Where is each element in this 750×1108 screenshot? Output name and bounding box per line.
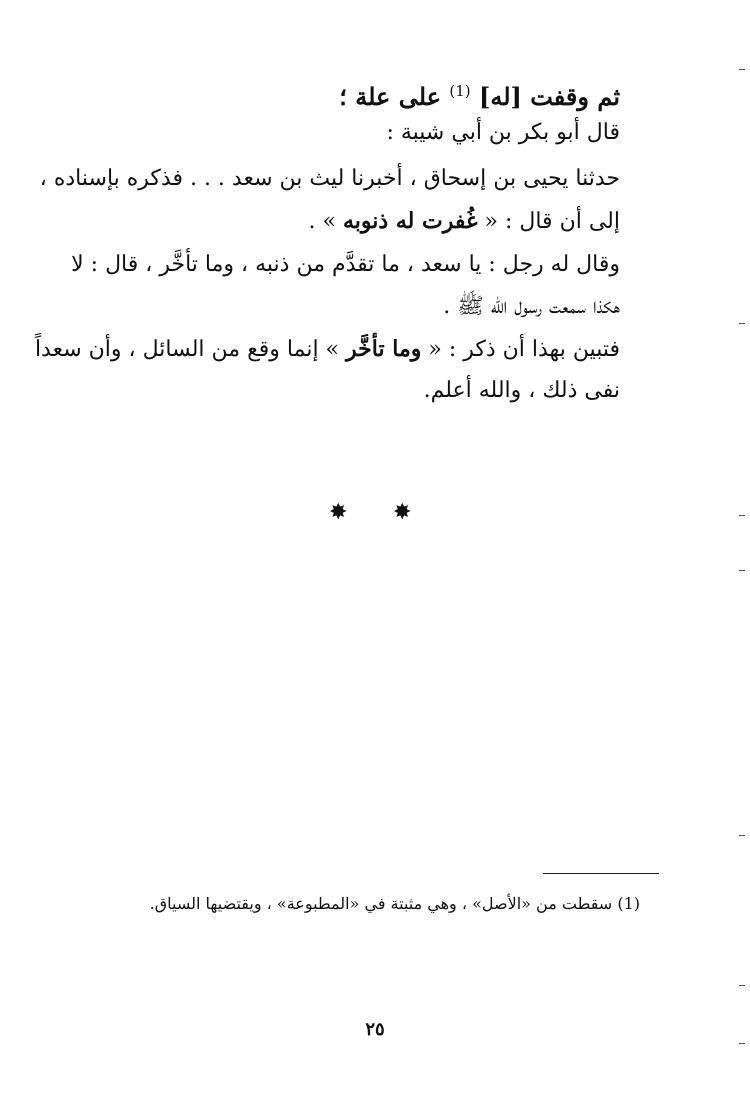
text-line-7: نفى ذلك ، والله أعلم.: [423, 378, 620, 403]
quoted-phrase-delayed: وما تأخَّر: [346, 336, 422, 362]
heading-end: على علة ؛: [339, 82, 441, 111]
section-heading: [80, 76, 620, 112]
edge-mark: [739, 69, 745, 70]
ornament-star-icon: ✸: [329, 500, 348, 525]
text-line-3-start: إلى أن قال : «: [484, 209, 620, 234]
edge-mark: [739, 323, 745, 324]
footnote-ref: (1): [449, 82, 471, 100]
main-text: [34, 72, 620, 412]
edge-mark: [739, 985, 745, 986]
edge-mark: [739, 570, 745, 571]
edge-mark: [739, 835, 745, 836]
ornament-star-icon: ✸: [393, 500, 412, 525]
text-line-1: قال أبو بكر بن أبي شيبة :: [386, 120, 620, 145]
footnote-number: (1): [617, 894, 640, 913]
text-line-2: حدثنا يحيى بن إسحاق ، أخبرنا ليث بن سعد . . . فذكره بإسناده ،: [39, 166, 620, 191]
text-line-6-start: فتبين بهذا أن ذكر : «: [428, 337, 620, 362]
page-number: ٢٥: [365, 1019, 385, 1040]
edge-mark: [739, 1043, 745, 1044]
text-line-4: وقال له رجل : يا سعد ، ما تقدَّم من ذنبه ، وما تأخَّر ، قال : لا: [71, 252, 620, 277]
text-line-6: [34, 334, 620, 365]
text-line-3-end: » .: [308, 209, 336, 234]
heading-text: ثم وقفت [له]: [478, 82, 620, 111]
section-divider: [0, 498, 750, 528]
text-line-3: [80, 206, 620, 237]
edge-mark: [739, 515, 745, 516]
footnote-text: سقطت من «الأصل» ، وهي مثبتة في «المطبوعة» ، ويقتضيها السياق.: [149, 894, 613, 913]
text-line-6-end: » إنما وقع من السائل ، وأن سعداً: [34, 337, 340, 362]
text-line-5: هكذا سمعت رسول الله ﷺ .: [443, 294, 620, 319]
quoted-phrase-forgiven: غُفرت له ذنوبه: [343, 208, 478, 234]
footnote-separator: [543, 873, 659, 874]
footnote: [100, 890, 640, 918]
